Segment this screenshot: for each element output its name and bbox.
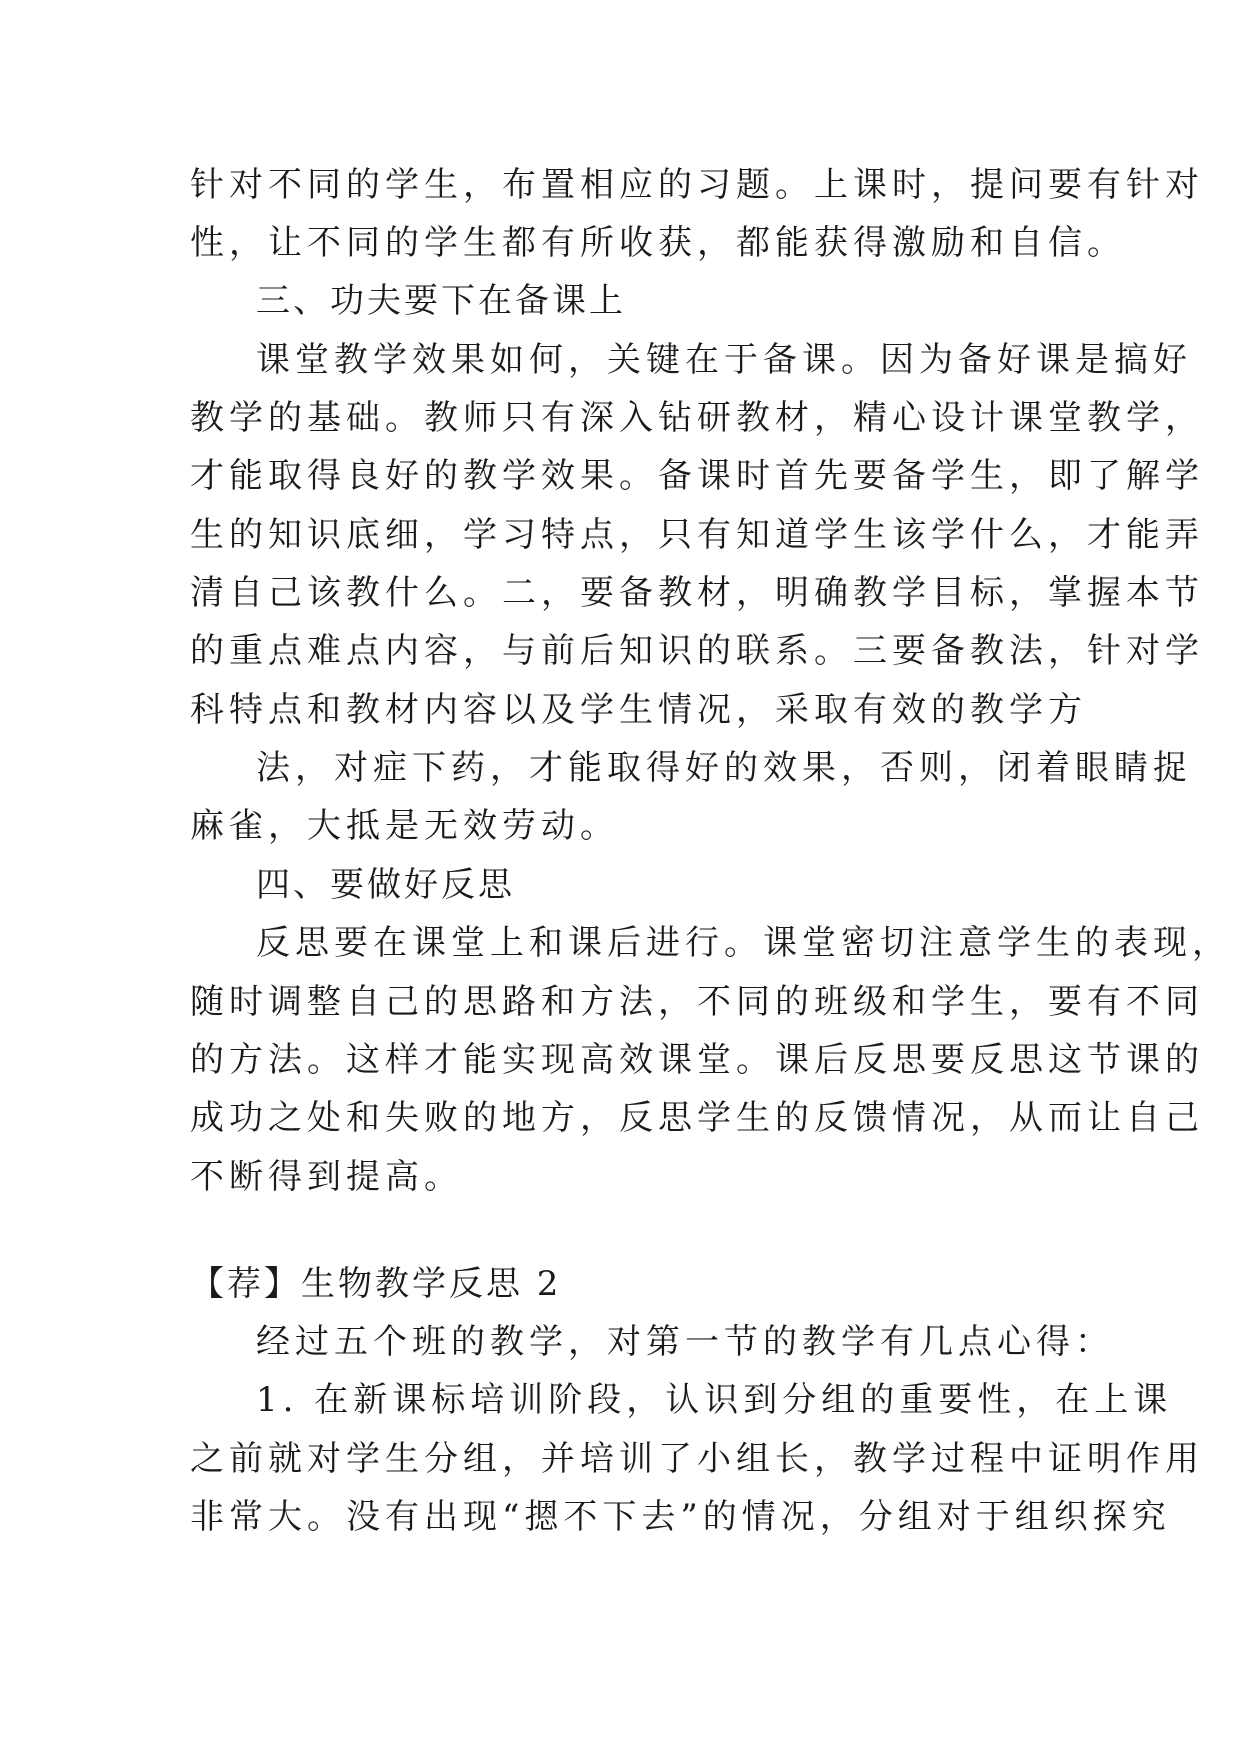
section-heading: 四、要做好反思	[256, 865, 515, 905]
paragraph-line: 的重点难点内容，与前后知识的联系。三要备教法，针对学	[190, 631, 1204, 671]
paragraph-line: 才能取得良好的教学效果。备课时首先要备学生，即了解学	[190, 456, 1204, 496]
paragraph-line: 性，让不同的学生都有所收获，都能获得激励和自信。	[190, 223, 1126, 263]
paragraph-line: 清自己该教什么。二，要备教材，明确教学目标，掌握本节	[190, 573, 1204, 613]
paragraph-line: 成功之处和失败的地方，反思学生的反馈情况，从而让自己	[190, 1098, 1204, 1138]
paragraph-line: 法，对症下药，才能取得好的效果，否则，闭着眼睛捉	[256, 748, 1192, 788]
paragraph-line: 之前就对学生分组，并培训了小组长，教学过程中证明作用	[190, 1439, 1204, 1479]
paragraph-line: 反思要在课堂上和课后进行。课堂密切注意学生的表现，	[256, 923, 1231, 963]
paragraph-line: 不断得到提高。	[190, 1157, 463, 1197]
section-heading: 三、功夫要下在备课上	[256, 281, 626, 321]
article-title: 【荐】生物教学反思 2	[190, 1264, 562, 1304]
paragraph-line: 经过五个班的教学，对第一节的教学有几点心得：	[256, 1322, 1114, 1362]
paragraph-line: 针对不同的学生，布置相应的习题。上课时，提问要有针对	[190, 165, 1204, 205]
paragraph-line: 1. 在新课标培训阶段，认识到分组的重要性，在上课	[256, 1380, 1173, 1420]
paragraph-line: 生的知识底细，学习特点，只有知道学生该学什么，才能弄	[190, 515, 1204, 555]
paragraph-line: 科特点和教材内容以及学生情况，采取有效的教学方	[190, 690, 1087, 730]
paragraph-line: 随时调整自己的思路和方法，不同的班级和学生，要有不同	[190, 982, 1204, 1022]
paragraph-line: 教学的基础。教师只有深入钻研教材，精心设计课堂教学，	[190, 398, 1204, 438]
paragraph-line: 非常大。没有出现“摁不下去”的情况，分组对于组织探究	[190, 1497, 1171, 1537]
paragraph-line: 麻雀，大抵是无效劳动。	[190, 806, 619, 846]
paragraph-line: 课堂教学效果如何，关键在于备课。因为备好课是搞好	[256, 340, 1192, 380]
paragraph-line: 的方法。这样才能实现高效课堂。课后反思要反思这节课的	[190, 1040, 1204, 1080]
